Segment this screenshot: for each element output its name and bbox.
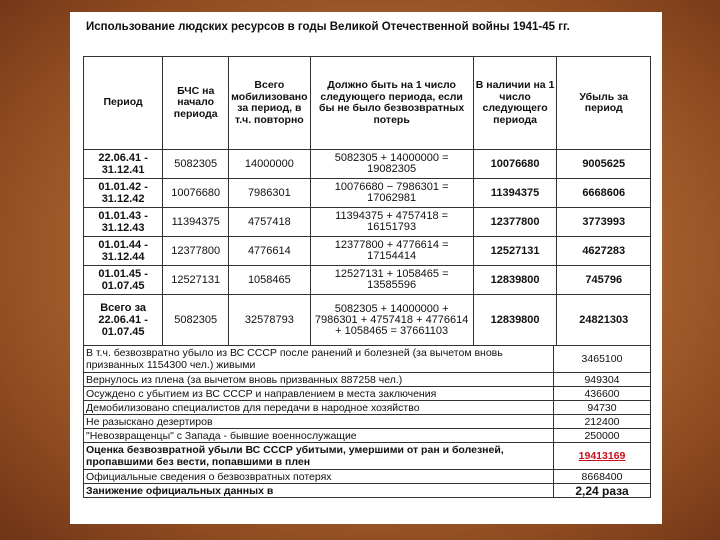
total-period: Всего за 22.06.41 - 01.07.45 — [84, 295, 163, 346]
summary-row — [84, 429, 651, 443]
total-actual: 12839800 — [473, 295, 557, 346]
row-mobilized: 4776614 — [229, 237, 310, 266]
row-actual: 11394375 — [473, 179, 557, 208]
summary-label: Не разыскано дезертиров — [84, 415, 554, 429]
row-loss: 6668606 — [557, 179, 651, 208]
table-row — [84, 208, 651, 237]
row-period: 01.01.45 - 01.07.45 — [84, 266, 163, 295]
row-start: 12377800 — [163, 237, 229, 266]
total-start: 5082305 — [163, 295, 229, 346]
row-period: 01.01.44 - 31.12.44 — [84, 237, 163, 266]
row-expected: 11394375 + 4757418 = 16151793 — [310, 208, 473, 237]
row-actual: 12527131 — [473, 237, 557, 266]
losses-table — [83, 56, 651, 346]
summary-table — [83, 345, 651, 498]
header-actual: В наличии на 1 число следующего периода — [473, 57, 557, 150]
row-start: 10076680 — [163, 179, 229, 208]
summary-row — [84, 373, 651, 387]
header-start: БЧС на начало периода — [163, 57, 229, 150]
summary-label: "Невозвращенцы" с Запада - бывшие военнослужащие — [84, 429, 554, 443]
table-row — [84, 150, 651, 179]
row-mobilized: 7986301 — [229, 179, 310, 208]
row-loss: 3773993 — [557, 208, 651, 237]
row-loss: 4627283 — [557, 237, 651, 266]
estimate-label: Оценка безвозвратной убыли ВС СССР убитыми, умершими от ран и болезней, пропавшими без вести, попавшими в плен — [84, 443, 554, 470]
summary-value: 3465100 — [554, 346, 651, 373]
header-expected: Должно быть на 1 число следующего периода, если бы не было безвозвратных потерь — [310, 57, 473, 150]
row-expected: 5082305 + 14000000 = 19082305 — [310, 150, 473, 179]
understatement-label: Занижение официальных данных в — [84, 484, 554, 498]
row-expected: 12377800 + 4776614 = 17154414 — [310, 237, 473, 266]
total-expected: 5082305 + 14000000 + 7986301 + 4757418 + 4776614 + 1058465 = 37661103 — [310, 295, 473, 346]
header-mobilized: Всего мобилизовано за период, в т.ч. повторно — [229, 57, 310, 150]
summary-row — [84, 415, 651, 429]
table-row — [84, 237, 651, 266]
summary-label: Официальные сведения о безвозвратных потерях — [84, 470, 554, 484]
summary-row-estimate — [84, 443, 651, 470]
row-actual: 12839800 — [473, 266, 557, 295]
row-period: 01.01.42 - 31.12.42 — [84, 179, 163, 208]
row-start: 5082305 — [163, 150, 229, 179]
header-loss: Убыль за период — [557, 57, 651, 150]
row-expected: 10076680 − 7986301 = 17062981 — [310, 179, 473, 208]
summary-value: 250000 — [554, 429, 651, 443]
row-mobilized: 1058465 — [229, 266, 310, 295]
summary-value: 949304 — [554, 373, 651, 387]
row-loss: 9005625 — [557, 150, 651, 179]
slide — [70, 12, 662, 524]
table-row — [84, 179, 651, 208]
summary-row — [84, 387, 651, 401]
total-mobilized: 32578793 — [229, 295, 310, 346]
summary-label: Осуждено с убытием из ВС СССР и направлением в места заключения — [84, 387, 554, 401]
table-header — [84, 57, 651, 150]
page-title: Использование людских ресурсов в годы Великой Отечественной войны 1941-45 гг. — [86, 21, 570, 33]
row-mobilized: 4757418 — [229, 208, 310, 237]
summary-value: 212400 — [554, 415, 651, 429]
row-mobilized: 14000000 — [229, 150, 310, 179]
row-expected: 12527131 + 1058465 = 13585596 — [310, 266, 473, 295]
header-period: Период — [84, 57, 163, 150]
understatement-value: 2,24 раза — [554, 484, 651, 498]
table-row — [84, 266, 651, 295]
summary-value: 94730 — [554, 401, 651, 415]
summary-label: В т.ч. безвозвратно убыло из ВС СССР после ранений и болезней (за вычетом вновь призванных 1154300 чел.) живыми — [84, 346, 554, 373]
summary-row — [84, 346, 651, 373]
row-actual: 10076680 — [473, 150, 557, 179]
summary-row — [84, 401, 651, 415]
row-actual: 12377800 — [473, 208, 557, 237]
row-period: 22.06.41 - 31.12.41 — [84, 150, 163, 179]
estimate-value: 19413169 — [554, 443, 651, 470]
summary-label: Вернулось из плена (за вычетом вновь призванных 887258 чел.) — [84, 373, 554, 387]
row-start: 12527131 — [163, 266, 229, 295]
summary-row — [84, 470, 651, 484]
row-loss: 745796 — [557, 266, 651, 295]
row-start: 11394375 — [163, 208, 229, 237]
summary-value: 8668400 — [554, 470, 651, 484]
summary-row-understatement — [84, 484, 651, 498]
summary-value: 436600 — [554, 387, 651, 401]
total-loss: 24821303 — [557, 295, 651, 346]
row-period: 01.01.43 - 31.12.43 — [84, 208, 163, 237]
table-row-total — [84, 295, 651, 346]
summary-label: Демобилизовано специалистов для передачи в народное хозяйство — [84, 401, 554, 415]
